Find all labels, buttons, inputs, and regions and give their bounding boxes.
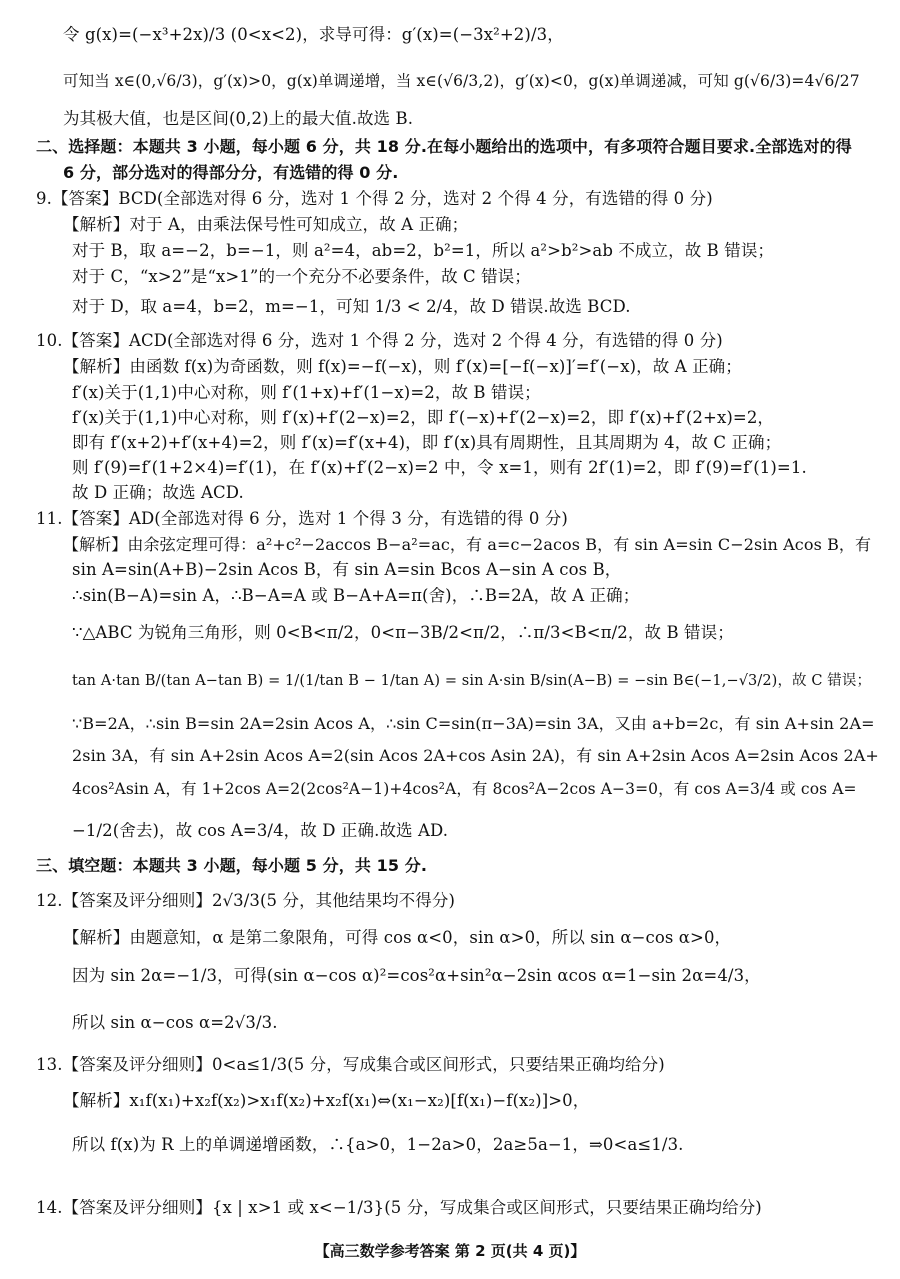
q12-analysis-a: 【解析】由题意知，α 是第二象限角，可得 cos α<0，sin α>0，所以 sin α−cos α>0， [63,928,732,947]
line-maximum: 为其极大值，也是区间(0,2)上的最大值.故选 B. [63,109,414,128]
q10-analysis-e: 则 f′(9)=f′(1+2×4)=f′(1)，在 f′(x)+f′(2−x)=2 中，令 x=1，则有 2f′(1)=2，即 f′(9)=f′(1)=1. [72,458,807,477]
q14-answer: 14.【答案及评分细则】{x | x>1 或 x<−1/3}(5 分，写成集合或区间形式，只要结果正确均给分) [36,1198,762,1217]
q11-analysis-d: ∵△ABC 为锐角三角形，则 0<B<π/2，0<π−3B/2<π/2，∴π/3<B<π/2，故 B 错误； [72,623,734,642]
page-footer: 【高三数学参考答案 第 2 页(共 4 页)】 [314,1242,586,1260]
q11-analysis-c: ∴sin(B−A)=sin A，∴B−A=A 或 B−A+A=π(舍)，∴B=2A，故 A 正确； [72,586,640,605]
q9-analysis-b: 对于 B，取 a=−2，b=−1，则 a²=4，ab=2，b²=1，所以 a²>b²>ab 不成立，故 B 错误； [72,241,775,260]
q9-answer: 9.【答案】BCD(全部选对得 6 分，选对 1 个得 2 分，选对 2 个得 4 分，有选错的得 0 分) [36,189,713,208]
q11-analysis-a: 【解析】由余弦定理可得：a²+c²−2accos B−a²=ac，有 a=c−2acos B，有 sin A=sin C−2sin Acos B，有 [63,535,872,554]
q12-analysis-b: 因为 sin 2α=−1/3，可得(sin α−cos α)²=cos²α+sin²α−2sin αcos α=1−sin 2α=4/3， [72,966,761,985]
q9-analysis-a: 【解析】对于 A，由乘法保号性可知成立，故 A 正确； [63,215,469,234]
q12-analysis-c: 所以 sin α−cos α=2√3/3. [72,1013,278,1032]
q10-answer: 10.【答案】ACD(全部选对得 6 分，选对 1 个得 2 分，选对 2 个得 4 分，有选错的得 0 分) [36,331,723,350]
section-heading-multiple-choice: 二、选择题：本题共 3 小题，每小题 6 分，共 18 分.在每小题给出的选项中，有多项符合题目要求.全部选对的得 [36,137,852,156]
q9-analysis-c: 对于 C，“x>2”是“x>1”的一个充分不必要条件，故 C 错误； [72,267,531,286]
q13-analysis-a: 【解析】x₁f(x₁)+x₂f(x₂)>x₁f(x₂)+x₂f(x₁)⇔(x₁−x₂)[f(x₁)−f(x₂)]>0， [63,1091,590,1110]
q11-analysis-i: −1/2(舍去)，故 cos A=3/4，故 D 正确.故选 AD. [72,821,449,840]
q12-answer: 12.【答案及评分细则】2√3/3(5 分，其他结果均不得分) [36,891,456,910]
q10-analysis-d: 即有 f′(x+2)+f′(x+4)=2，则 f′(x)=f′(x+4)，即 f′(x)具有周期性，且其周期为 4，故 C 正确； [72,433,782,452]
q13-analysis-b: 所以 f(x)为 R 上的单调递增函数，∴{a>0，1−2a>0，2a≥5a−1，⇒0<a≤1/3. [72,1135,684,1154]
line-gx-derivative: 令 g(x)=(−x³+2x)/3 (0<x<2)，求导可得：g′(x)=(−3x²+2)/3， [63,25,564,44]
q11-analysis-b: sin A=sin(A+B)−2sin Acos B，有 sin A=sin Bcos A−sin A cos B， [72,560,622,579]
section-heading-fill-in: 三、填空题：本题共 3 小题，每小题 5 分，共 15 分. [36,856,428,875]
q11-answer: 11.【答案】AD(全部选对得 6 分，选对 1 个得 3 分，有选错的得 0 分) [36,509,568,528]
q10-analysis-f: 故 D 正确；故选 ACD. [72,483,244,502]
q11-analysis-g: 2sin 3A，有 sin A+2sin Acos A=2(sin Acos 2A+cos Asin 2A)，有 sin A+2sin Acos A=2sin Acos 2A+ [72,746,879,765]
q11-analysis-f: ∵B=2A，∴sin B=sin 2A=2sin Acos A，∴sin C=sin(π−3A)=sin 3A，又由 a+b=2c，有 sin A+sin 2A= [72,714,875,733]
q10-analysis-b: f′(x)关于(1,1)中心对称，则 f′(1+x)+f′(1−x)=2，故 B 错误； [72,383,541,402]
q13-answer: 13.【答案及评分细则】0<a≤1/3(5 分，写成集合或区间形式，只要结果正确均给分) [36,1055,665,1074]
section-heading-multiple-choice-cont: 6 分，部分选对的得部分分，有选错的得 0 分. [63,163,399,182]
line-monotonicity: 可知当 x∈(0,√6/3)，g′(x)>0，g(x)单调递增，当 x∈(√6/3,2)，g′(x)<0，g(x)单调递减，可知 g(√6/3)=4√6/27 [63,72,860,90]
q10-analysis-a: 【解析】由函数 f(x)为奇函数，则 f(x)=−f(−x)，则 f′(x)=[−f(−x)]′=f′(−x)，故 A 正确； [63,357,742,376]
q11-analysis-h: 4cos²Asin A，有 1+2cos A=2(2cos²A−1)+4cos²A，有 8cos²A−2cos A−3=0，有 cos A=3/4 或 cos A= [72,780,857,798]
q10-analysis-c: f′(x)关于(1,1)中心对称，则 f′(x)+f′(2−x)=2，即 f′(−x)+f′(2−x)=2，即 f′(x)+f′(2+x)=2， [72,408,775,427]
q9-analysis-d: 对于 D，取 a=4，b=2，m=−1，可知 1/3 < 2/4，故 D 错误.故选 BCD. [72,297,631,316]
q11-analysis-e: tan A·tan B/(tan A−tan B) = 1/(1/tan B − 1/tan A) = sin A·sin B/sin(A−B) = −sin B∈(−1,−√3/2)，故 C 错误； [72,673,872,689]
